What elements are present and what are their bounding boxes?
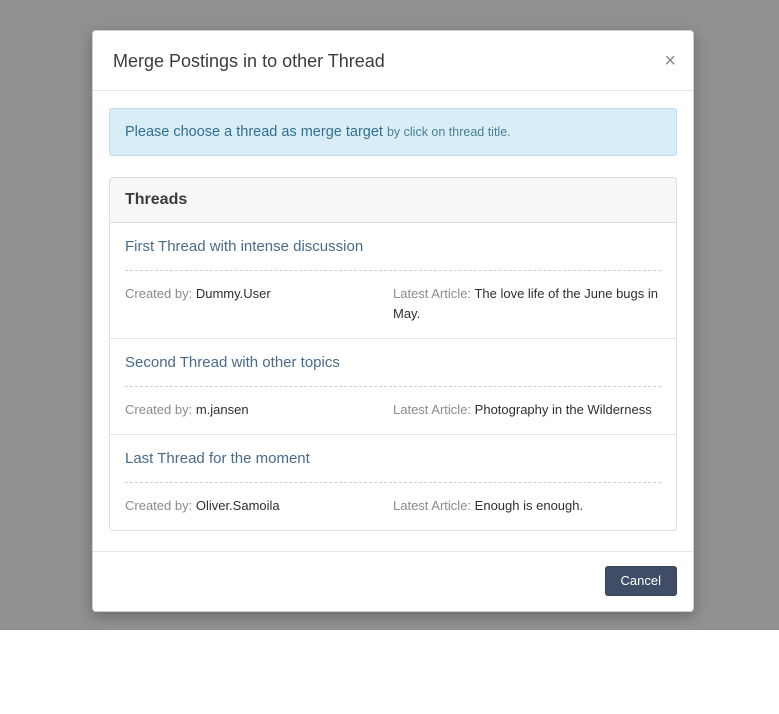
dialog-footer bbox=[93, 551, 693, 611]
created-by-label: Created by: bbox=[125, 286, 193, 301]
alert-primary-text: Please choose a thread as merge target bbox=[125, 124, 383, 140]
thread-title-link[interactable]: Second Thread with other topics bbox=[125, 353, 661, 387]
dialog-header bbox=[93, 31, 693, 91]
threads-panel-heading bbox=[110, 178, 676, 223]
thread-latest-article bbox=[393, 496, 661, 516]
latest-article-label: Latest Article: bbox=[393, 498, 472, 513]
thread-created-by bbox=[125, 496, 393, 516]
list-item bbox=[110, 435, 676, 530]
close-icon[interactable]: × bbox=[664, 50, 676, 72]
thread-latest-article bbox=[393, 400, 661, 420]
thread-title-link[interactable]: Last Thread for the moment bbox=[125, 449, 661, 483]
latest-article-value: The love life of the June bugs in May. bbox=[393, 286, 658, 321]
created-by-value: Oliver.Samoila bbox=[195, 498, 280, 513]
merge-postings-dialog bbox=[92, 30, 694, 612]
created-by-label: Created by: bbox=[125, 498, 193, 513]
thread-latest-article bbox=[393, 284, 661, 324]
list-item bbox=[110, 339, 676, 435]
created-by-value: Dummy.User bbox=[195, 286, 271, 301]
created-by-label: Created by: bbox=[125, 402, 193, 417]
threads-panel bbox=[109, 177, 677, 531]
latest-article-label: Latest Article: bbox=[393, 286, 472, 301]
created-by-value: m.jansen bbox=[195, 402, 249, 417]
thread-meta bbox=[125, 271, 661, 324]
thread-created-by bbox=[125, 400, 393, 420]
threads-panel-title: Threads bbox=[125, 191, 188, 208]
alert-secondary-text: by click on thread title. bbox=[386, 125, 511, 139]
latest-article-label: Latest Article: bbox=[393, 402, 472, 417]
page-title: Merge Postings in to other Thread bbox=[113, 51, 385, 71]
instruction-alert bbox=[109, 108, 677, 156]
list-item bbox=[110, 223, 676, 339]
latest-article-value: Photography in the Wilderness bbox=[474, 402, 652, 417]
thread-created-by bbox=[125, 284, 393, 324]
thread-meta bbox=[125, 483, 661, 516]
thread-title-link[interactable]: First Thread with intense discussion bbox=[125, 237, 661, 271]
cancel-button[interactable]: Cancel bbox=[605, 566, 677, 596]
latest-article-value: Enough is enough. bbox=[474, 498, 584, 513]
dialog-body bbox=[93, 91, 693, 551]
thread-meta bbox=[125, 387, 661, 420]
